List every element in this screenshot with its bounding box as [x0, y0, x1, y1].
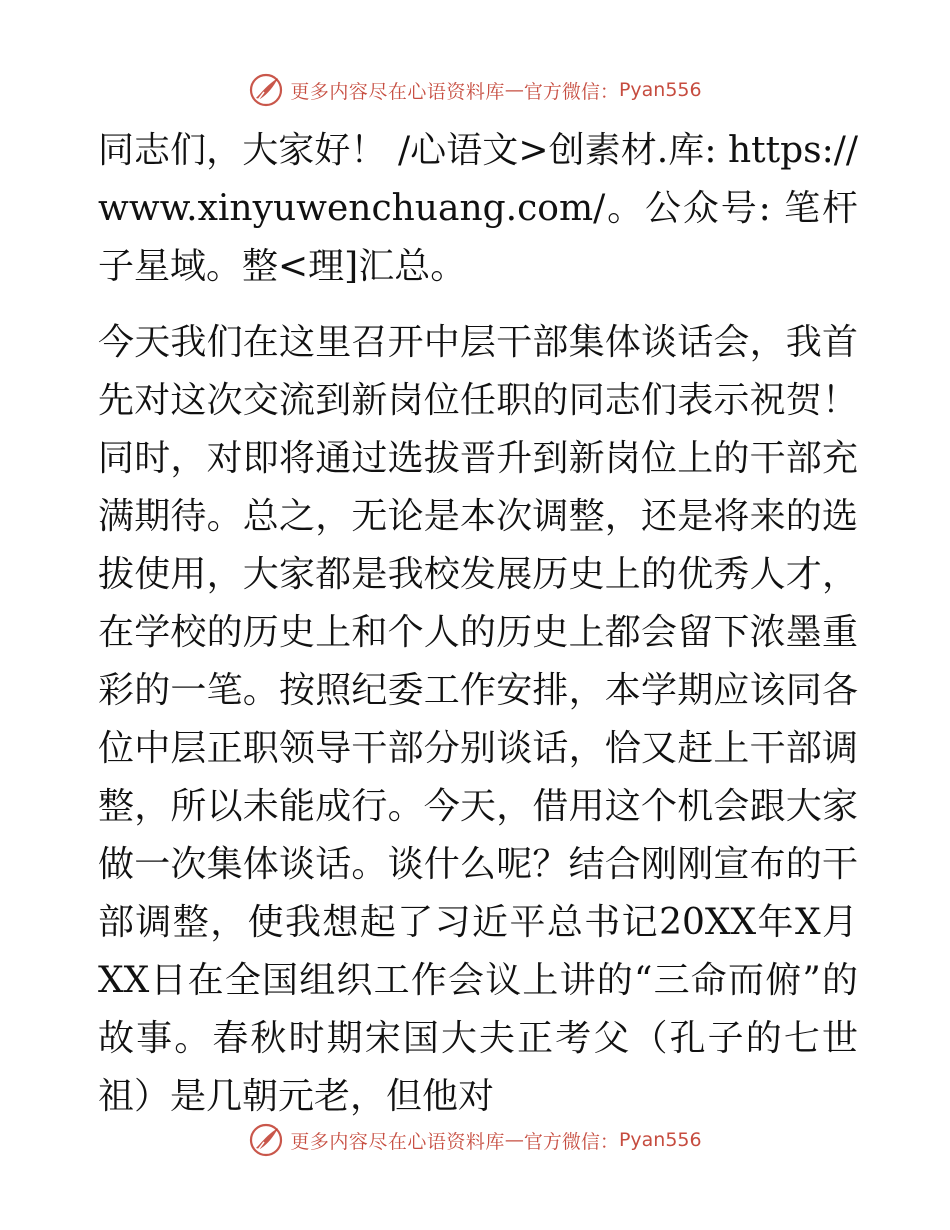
footer-banner-text: 更多内容尽在心语资料库 — [290, 1130, 505, 1153]
header-banner-separator: — — [504, 79, 524, 101]
header-banner-text: 更多内容尽在心语资料库 — [290, 80, 505, 103]
paragraph-main: 今天我们在这里召开中层干部集体谈话会，我首先对这次交流到新岗位任职的同志们表示祝贺！同时，对即将通过选拔晋升到新岗位上的干部充满期待。总之，无论是本次调整，还是将来的选拔使用，大家都是我校发展历史上的优秀人才，在学校的历史上和个人的历史上都会留下浓墨重彩的一笔。按照纪委工作安排，本学期应该同各位中层正职领导干部分别谈话，恰又赶上干部调整，所以未能成行。今天，借用这个机会跟大家做一次集体谈话。谈什么呢？结合刚刚宣布的干部调整，使我想起了习近平总书记20XX年X月XX日在全国组织工作会议上讲的“三命而俯”的故事。春秋时期宋国大夫正考父（孔子的七世祖）是几朝元老，但他对 — [98, 322, 858, 1117]
header-wechat-id: Pyan556 — [618, 79, 702, 101]
header-wechat-label: 官方微信： — [523, 80, 619, 103]
footer-wechat-label: 官方微信： — [523, 1130, 619, 1153]
footer-banner-separator: — — [504, 1129, 524, 1151]
quill-pen-logo-icon — [248, 72, 284, 108]
quill-pen-logo-icon — [248, 1122, 284, 1158]
header-banner — [0, 70, 950, 110]
footer-wechat-id: Pyan556 — [618, 1129, 702, 1151]
document-body — [98, 122, 858, 1126]
paragraph-greeting: 同志们，大家好！ /心语文>创素材.库: https://www.xinyuwenchuang.com/。公众号: 笔杆子星域。整<理]汇总。 — [98, 130, 858, 287]
footer-banner — [0, 1120, 950, 1160]
